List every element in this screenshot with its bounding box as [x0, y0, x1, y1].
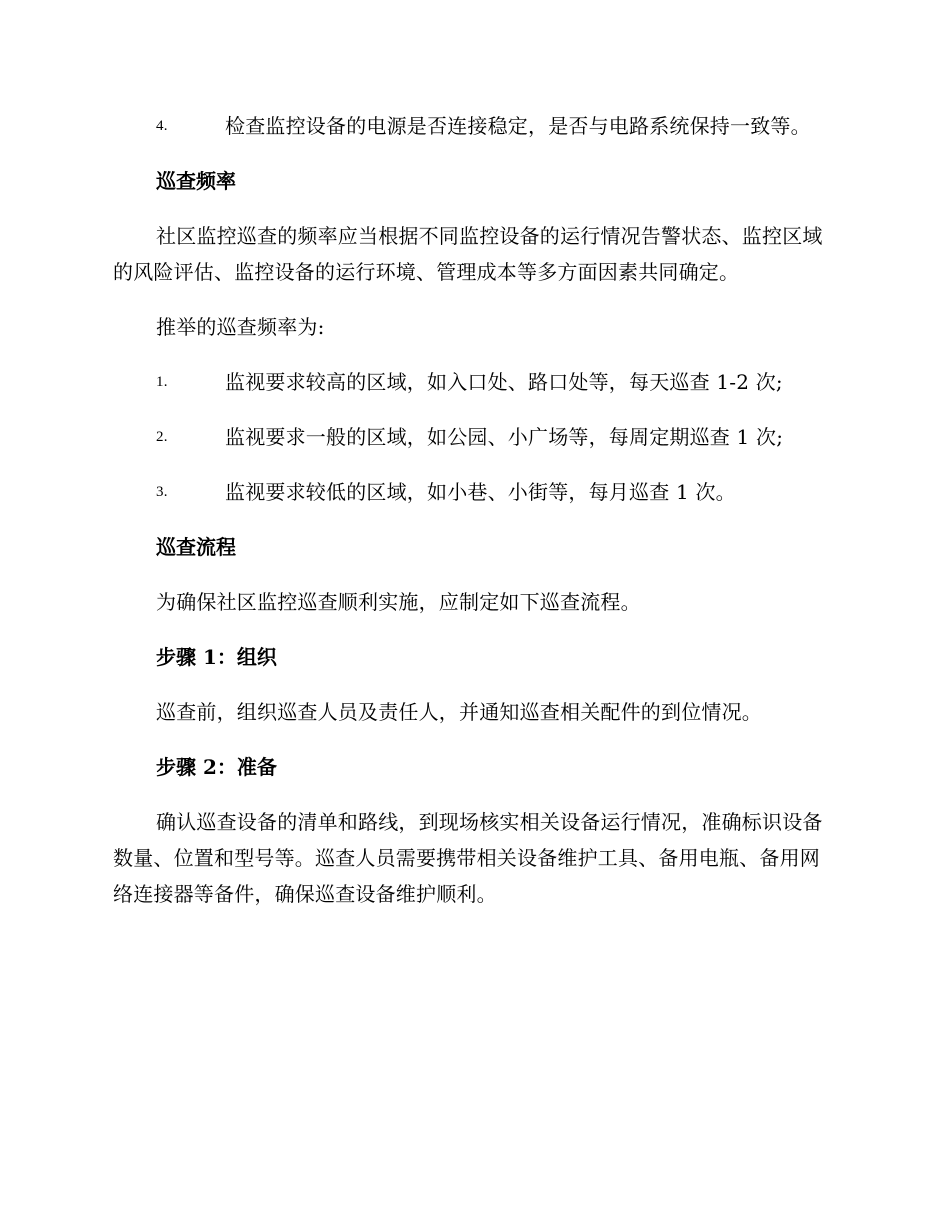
list-item [113, 108, 833, 144]
list-item-text: 监视要求较低的区域，如小巷、小街等，每月巡查 1 次。 [225, 480, 736, 504]
step-heading-prepare: 步骤 2：准备 [156, 755, 277, 779]
list-item-number: 2. [156, 429, 168, 445]
document-body [113, 108, 833, 931]
paragraph-frequency-intro: 社区监控巡查的频率应当根据不同监控设备的运行情况告警状态、监控区域的风险评估、监控设备的运行环境、管理成本等多方面因素共同确定。 [113, 224, 823, 284]
section-heading-frequency: 巡查频率 [156, 169, 236, 193]
section-heading-process: 巡查流程 [156, 535, 236, 559]
paragraph-process-intro: 为确保社区监控巡查顺利实施，应制定如下巡查流程。 [156, 590, 641, 614]
list-item-number: 1. [156, 374, 168, 390]
paragraph-step-organize: 巡查前，组织巡查人员及责任人，并通知巡查相关配件的到位情况。 [156, 700, 762, 724]
list-item-number: 4. [156, 118, 168, 134]
list-item-number: 3. [156, 484, 168, 500]
list-item [113, 419, 833, 455]
list-item-text: 监视要求一般的区域，如公园、小广场等，每周定期巡查 1 次; [225, 425, 784, 449]
step-heading-organize: 步骤 1：组织 [156, 645, 277, 669]
list-item-text: 监视要求较高的区域，如入口处、路口处等，每天巡查 1-2 次; [225, 370, 783, 394]
list-item-text: 检查监控设备的电源是否连接稳定，是否与电路系统保持一致等。 [225, 114, 811, 138]
list-item [113, 364, 833, 400]
list-item [113, 474, 833, 510]
paragraph-step-prepare: 确认巡查设备的清单和路线，到现场核实相关设备运行情况，准确标识设备数量、位置和型号等。巡查人员需要携带相关设备维护工具、备用电瓶、备用网络连接器等备件，确保巡查设备维护顺利。 [113, 810, 823, 906]
paragraph-frequency-recommend: 推举的巡查频率为: [156, 315, 325, 339]
